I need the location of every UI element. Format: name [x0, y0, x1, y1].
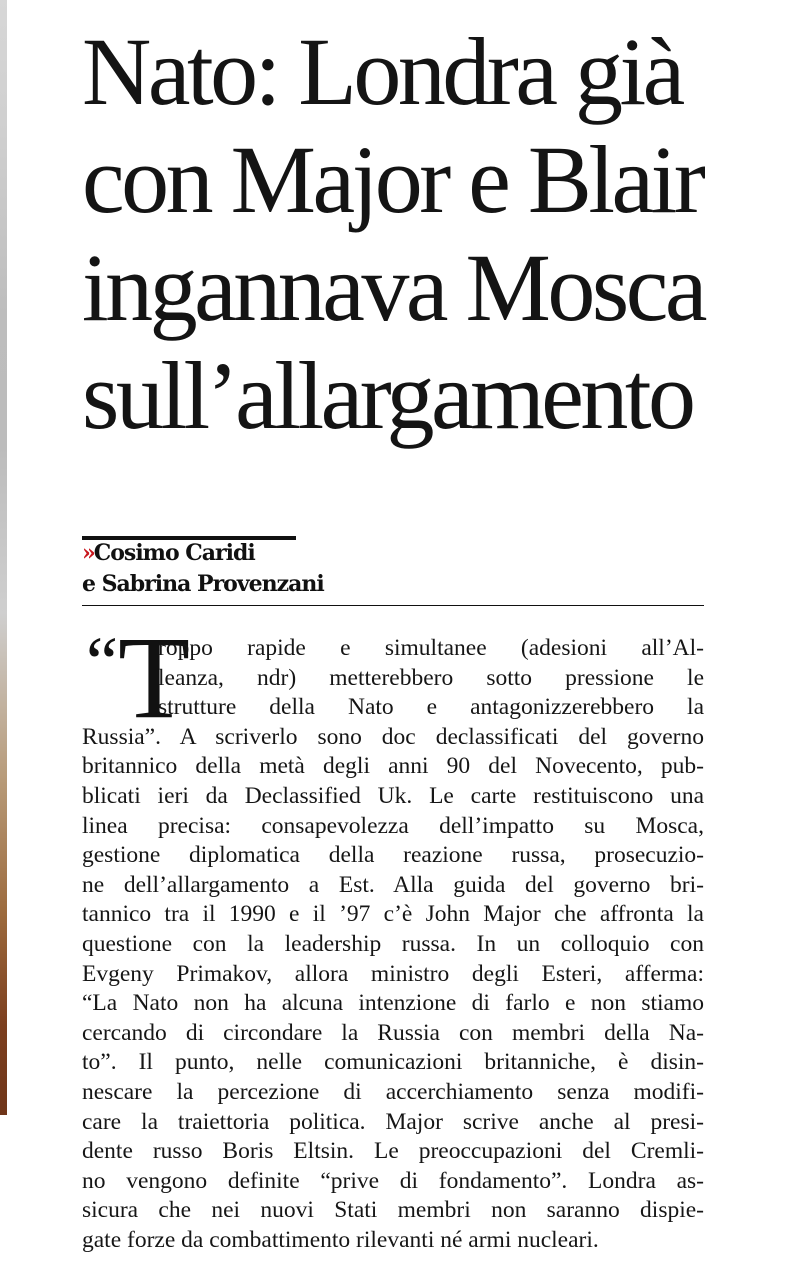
opening-quote-mark: “ — [86, 622, 118, 702]
headline-line: con Major e Blair — [82, 126, 703, 233]
body-line: tannico tra il 1990 e il ’97 c’è John Major che affronta la — [82, 901, 704, 928]
body-line: leanza, ndr) metterebbero sotto pressione le — [158, 664, 704, 691]
body-line: strutture della Nato e antagonizzerebbero la — [158, 694, 704, 721]
article-headline — [82, 18, 772, 450]
body-line: britannico della metà degli anni 90 del Novecento, pub- — [82, 753, 704, 780]
drop-cap: T — [118, 612, 191, 743]
article-body — [82, 622, 704, 1255]
body-line: linea precisa: consapevolezza dell’impatto su Mosca, — [82, 812, 704, 839]
byline — [82, 538, 324, 600]
body-line: cercando di circondare la Russia con membri della Na- — [82, 1019, 704, 1046]
byline-marker-icon: » — [82, 540, 92, 566]
body-line: roppo rapide e simultanee (adesioni all’Al- — [158, 635, 704, 661]
body-line: nescare la percezione di accerchiamento senza modifi- — [82, 1078, 704, 1105]
body-line: no vengono definite “prive di fondamento”. Londra as- — [82, 1167, 704, 1194]
author-2: e Sabrina Provenzani — [82, 571, 324, 597]
body-line: blicati ieri da Declassified Uk. Le carte restituiscono una — [82, 782, 704, 809]
headline-line: sull’allargamento — [82, 342, 693, 449]
body-line: ne dell’allargamento a Est. Alla guida del governo bri- — [82, 871, 704, 898]
body-line: “La Nato non ha alcuna intenzione di farlo e non stiamo — [82, 990, 704, 1017]
body-line: gestione diplomatica della reazione russa, prosecuzio- — [82, 842, 704, 869]
adjacent-page-photo-edge — [0, 0, 7, 1115]
body-line: sicura che nei nuovi Stati membri non saranno dispie- — [82, 1197, 704, 1224]
body-line: Russia”. A scriverlo sono doc declassificati del governo — [82, 723, 704, 750]
body-line: care la traiettoria politica. Major scrive anche al presi- — [82, 1108, 704, 1135]
body-line: questione con la leadership russa. In un colloquio con — [82, 930, 704, 957]
body-line: dente russo Boris Eltsin. Le preoccupazioni del Cremli- — [82, 1138, 704, 1165]
body-line: Evgeny Primakov, allora ministro degli Esteri, afferma: — [82, 960, 704, 987]
headline-line: Nato: Londra già — [82, 18, 682, 125]
author-1: Cosimo Caridi — [93, 540, 255, 566]
byline-divider — [82, 605, 704, 606]
headline-line: ingannava Mosca — [82, 234, 704, 341]
body-line: to”. Il punto, nelle comunicazioni britanniche, è disin- — [82, 1049, 704, 1076]
body-line: gate forze da combattimento rilevanti né armi nucleari. — [82, 1226, 599, 1253]
byline-line-1 — [82, 538, 324, 569]
